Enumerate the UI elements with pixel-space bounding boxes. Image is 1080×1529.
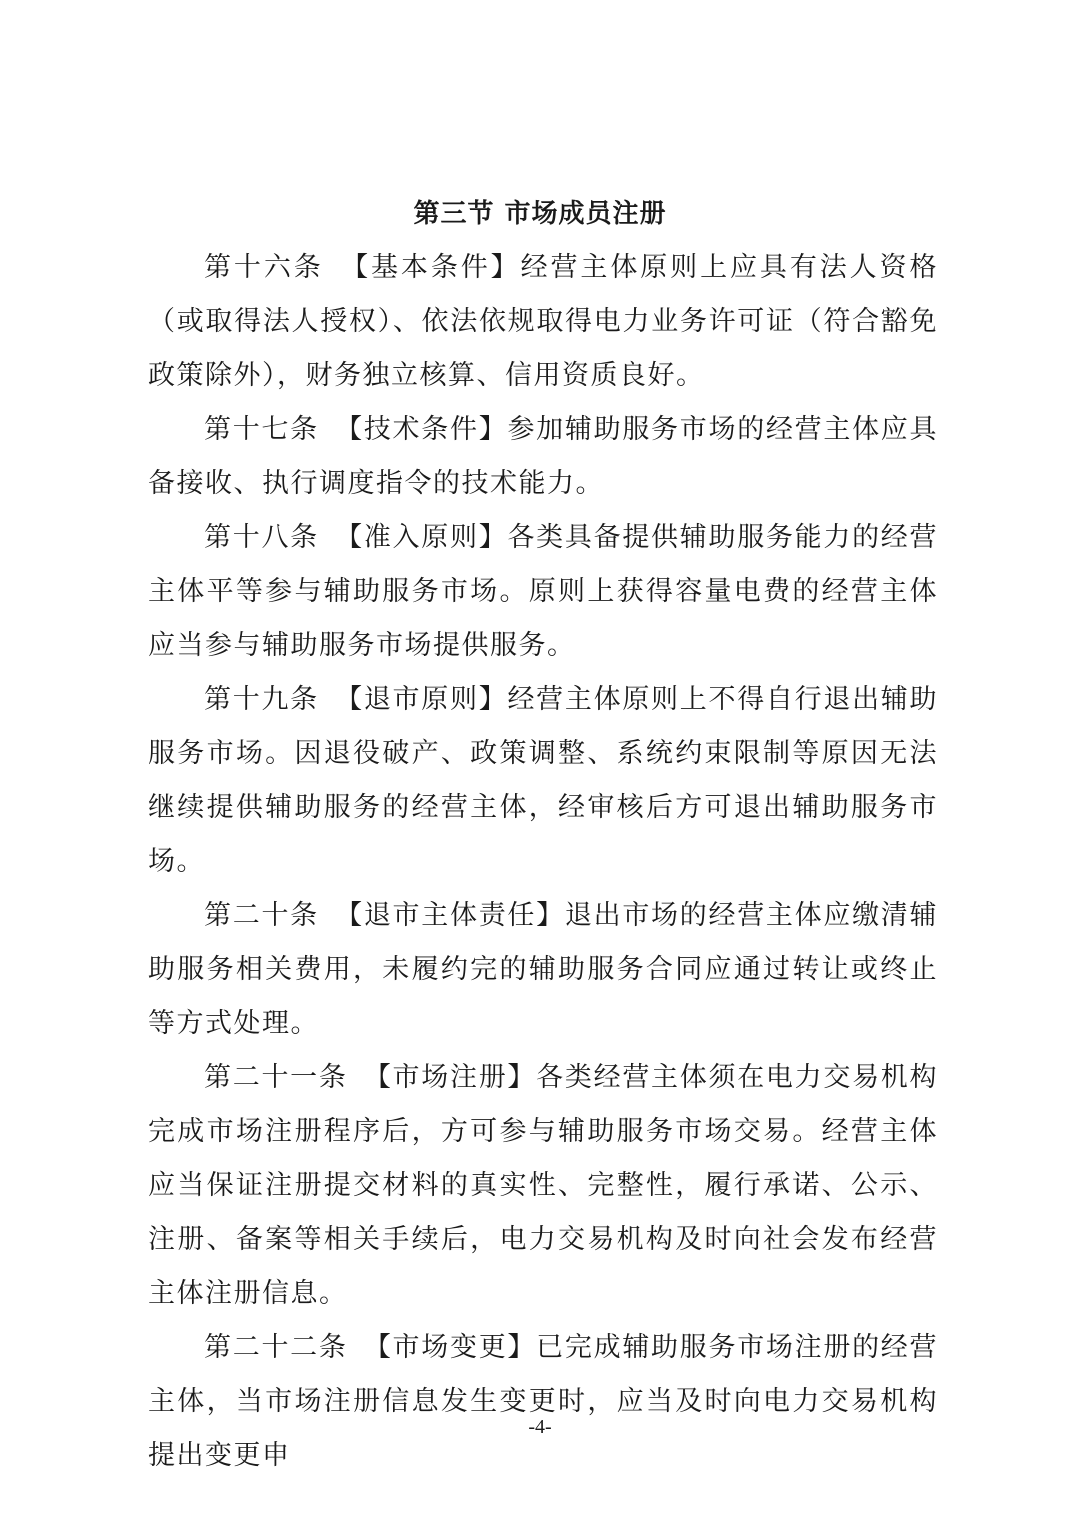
article-text: 各类经营主体须在电力交易机构完成市场注册程序后，方可参与辅助服务市场交易。经营主体应当保证注册提交材料的真实性、完整性，履行承诺、公示、注册、备案等相关手续后，电力交易机构及时向社会发布经营主体注册信息。 [148,1062,939,1309]
article-text: 各类具备提供辅助服务能力的经营主体平等参与辅助服务市场。原则上获得容量电费的经营主体应当参与辅助服务市场提供服务。 [148,522,939,661]
article-heading: 【市场变更】 [363,1332,537,1363]
article-18 [148,511,938,673]
article-text: 经营主体原则上应具有法人资格（或取得法人授权）、依法依规取得电力业务许可证（符合豁免政策除外），财务独立核算、信用资质良好。 [148,252,939,391]
article-17 [148,403,938,511]
article-20 [148,889,938,1051]
article-heading: 【技术条件】 [334,414,508,445]
article-number: 第十九条 [204,684,319,715]
article-number: 第十六条 [204,252,324,283]
article-16 [148,241,938,403]
article-number: 第二十一条 [204,1062,348,1093]
section-title: 第三节 市场成员注册 [413,199,667,229]
article-text: 退出市场的经营主体应缴清辅助服务相关费用，未履约完的辅助服务合同应通过转让或终止等方式处理。 [148,900,939,1039]
article-number: 第二十二条 [204,1332,348,1363]
article-heading: 【准入原则】 [334,522,508,553]
article-21 [148,1051,938,1321]
article-text: 已完成辅助服务市场注册的经营主体，当市场注册信息发生变更时，应当及时向电力交易机构提出变更申 [148,1332,939,1471]
article-heading: 【基本条件】 [339,252,521,283]
article-22 [148,1321,938,1483]
article-heading: 【退市主体责任】 [334,900,565,931]
article-number: 第十七条 [204,414,319,445]
article-heading: 【市场注册】 [363,1062,537,1093]
article-text: 参加辅助服务市场的经营主体应具备接收、执行调度指令的技术能力。 [148,414,939,499]
article-text: 经营主体原则上不得自行退出辅助服务市场。因退役破产、政策调整、系统约束限制等原因无法继续提供辅助服务的经营主体，经审核后方可退出辅助服务市场。 [148,684,939,877]
article-heading: 【退市原则】 [334,684,508,715]
article-number: 第十八条 [204,522,319,553]
article-list [148,241,938,1483]
page-number: -4- [528,1416,552,1438]
article-19 [148,673,938,889]
article-number: 第二十条 [204,900,319,931]
